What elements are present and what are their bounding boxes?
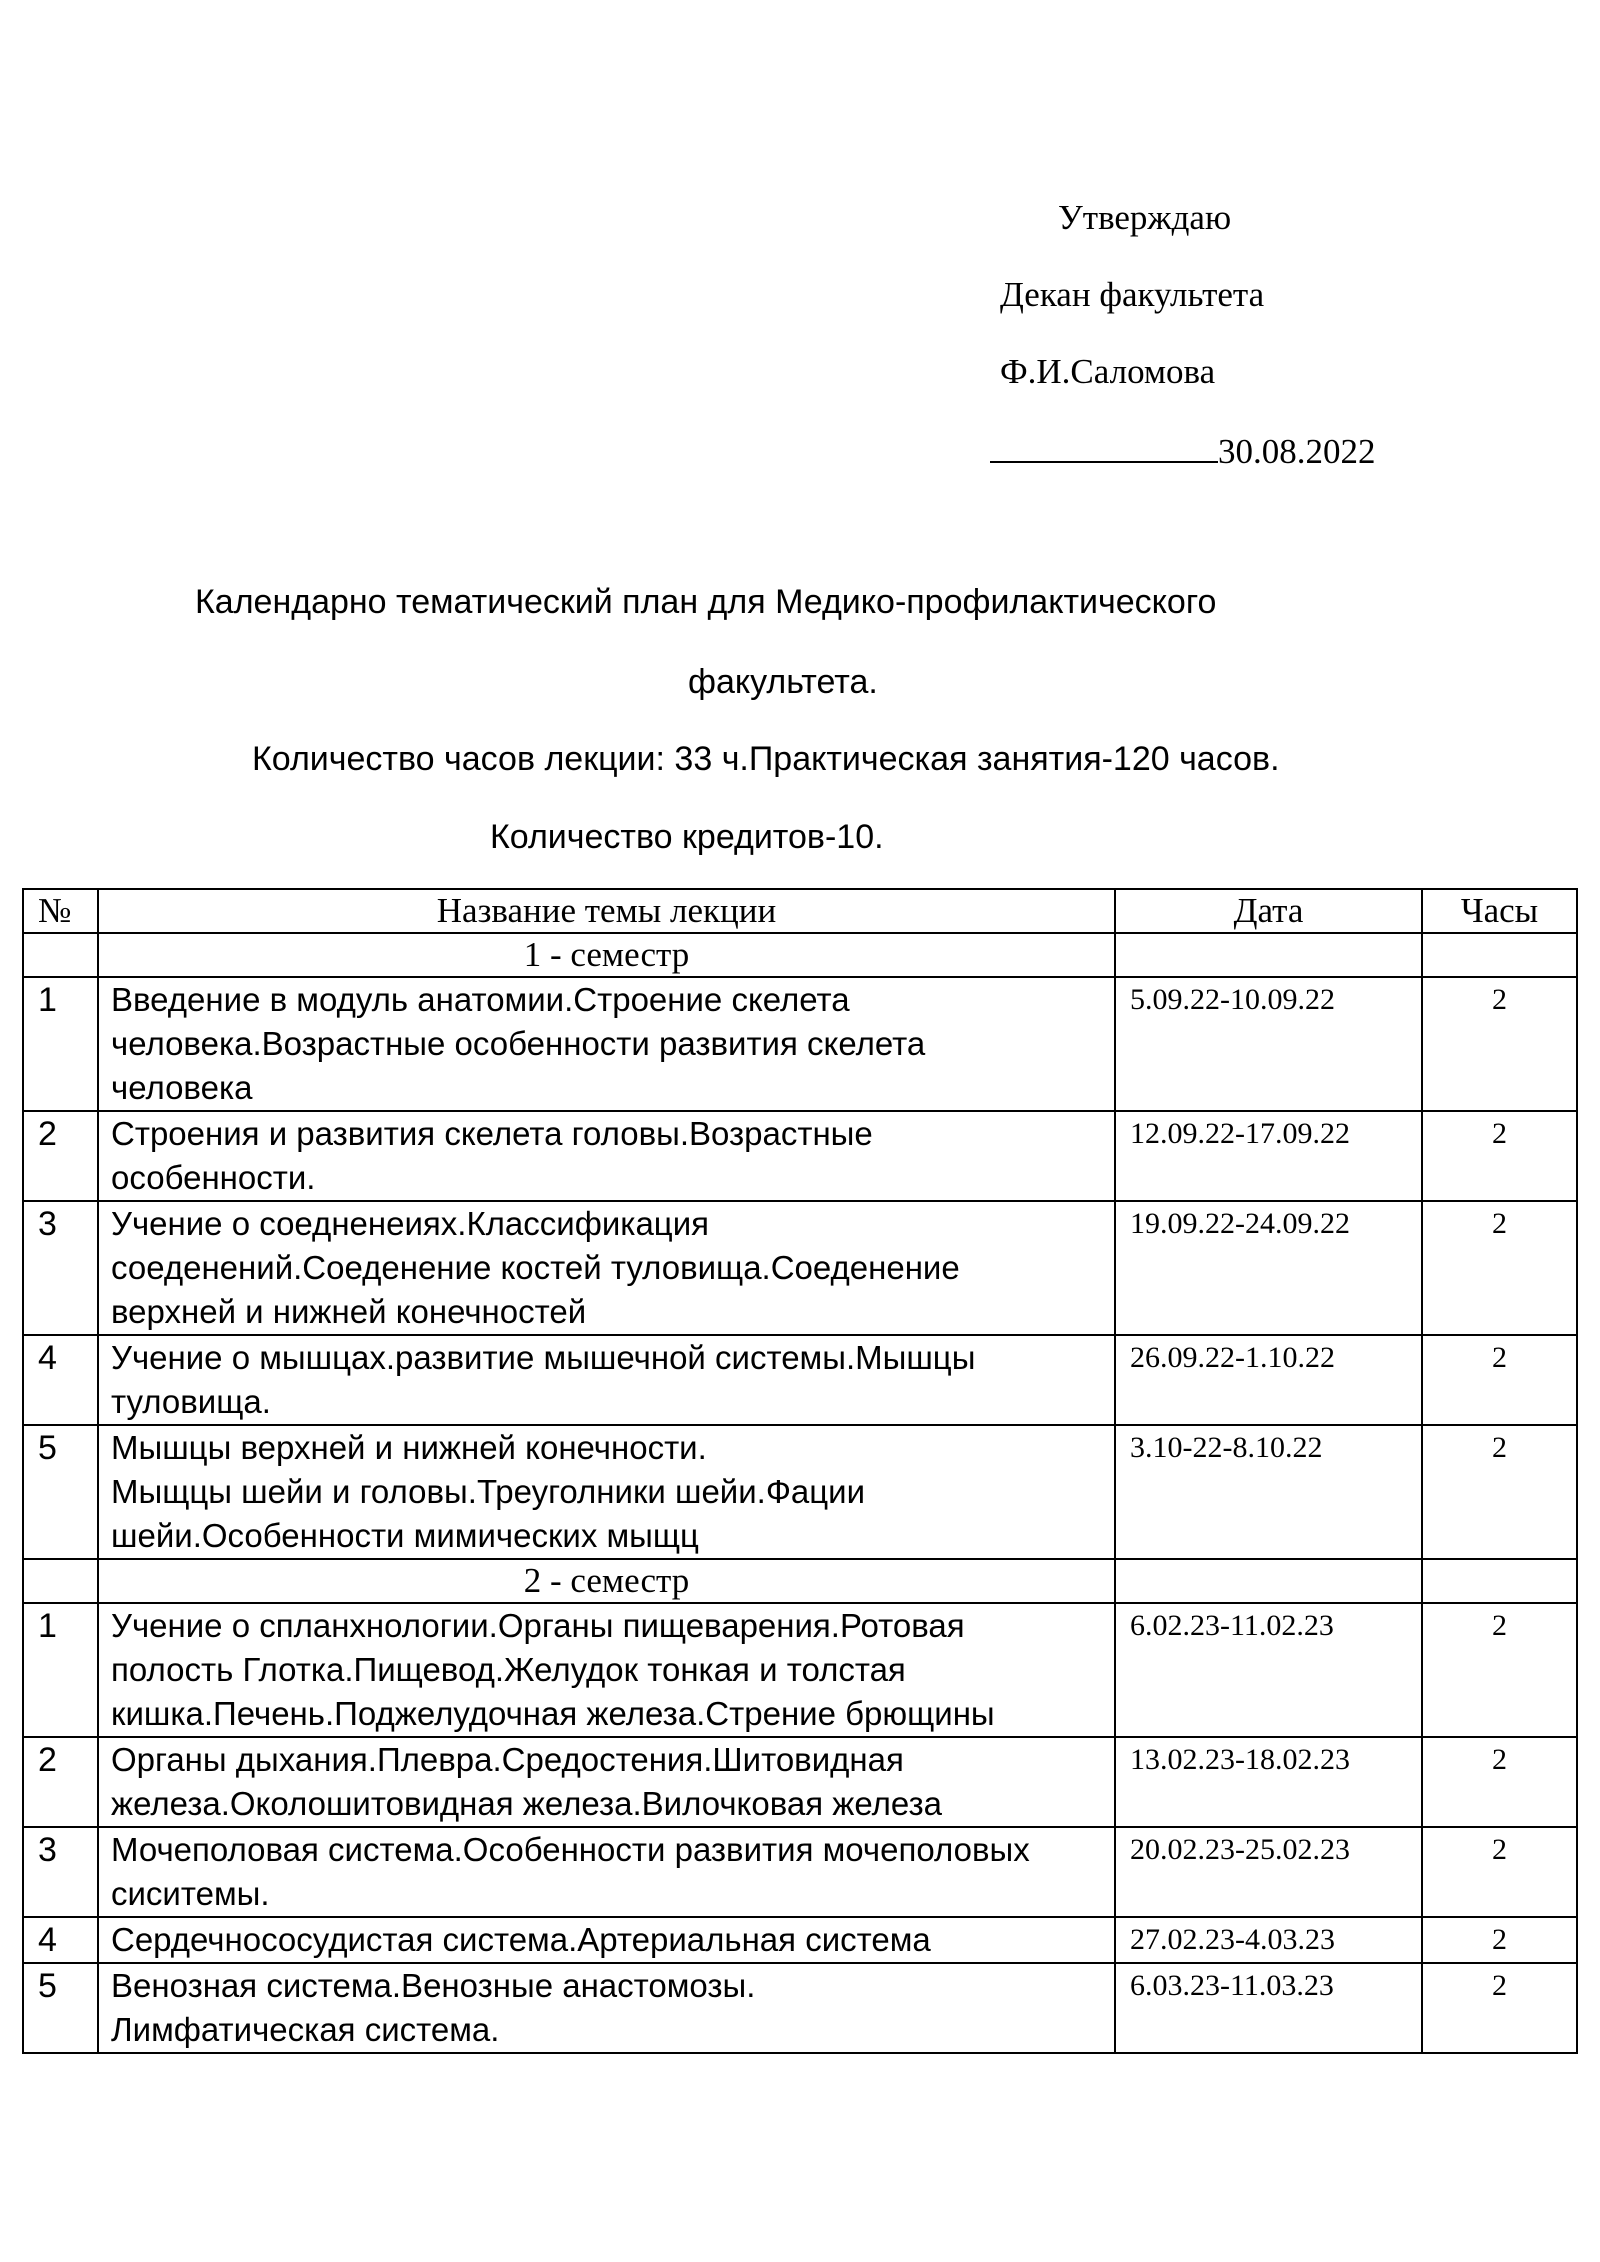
lecture-topic-line: туловища. — [111, 1383, 271, 1420]
lecture-topic-line: Сердечнососудистая система.Артериальная система — [111, 1921, 931, 1958]
lecture-date: 3.10-22-8.10.22 — [1115, 1425, 1422, 1559]
lecture-topic-line: железа.Околошитовидная железа.Вилочковая железа — [111, 1785, 942, 1822]
table-row — [23, 1963, 1577, 2053]
lecture-topic-line: Мышцы верхней и нижней конечности. — [111, 1429, 707, 1466]
lecture-date: 26.09.22-1.10.22 — [1115, 1335, 1422, 1425]
header-hours: Часы — [1422, 889, 1577, 933]
row-number: 2 — [23, 1737, 98, 1827]
row-number: 1 — [23, 977, 98, 1111]
document-title-line2: факультета. — [688, 663, 878, 701]
table-header-row — [23, 889, 1577, 933]
lecture-topic-line: верхней и нижней конечностей — [111, 1293, 587, 1330]
lecture-hours: 2 — [1422, 1603, 1577, 1737]
lecture-topic-line: Учение о соедненеиях.Классификация — [111, 1205, 710, 1242]
approval-position: Декан факультета — [1000, 275, 1265, 314]
lecture-topic-line: кишка.Печень.Поджелудочная железа.Стрение брющины — [111, 1695, 995, 1732]
lecture-date: 6.03.23-11.03.23 — [1115, 1963, 1422, 2053]
lecture-topic — [98, 1201, 1115, 1335]
lecture-topic-line: Мочеполовая система.Особенности развития мочеполовых — [111, 1831, 1030, 1868]
table-row — [23, 1827, 1577, 1917]
lecture-hours: 2 — [1422, 977, 1577, 1111]
row-number: 4 — [23, 1335, 98, 1425]
lecture-topic — [98, 1603, 1115, 1737]
lecture-date: 19.09.22-24.09.22 — [1115, 1201, 1422, 1335]
lecture-topic — [98, 1917, 1115, 1963]
lecture-date: 6.02.23-11.02.23 — [1115, 1603, 1422, 1737]
lecture-topic-line: Учение о спланхнологии.Органы пищеварения.Ротовая — [111, 1607, 965, 1644]
approval-name: Ф.И.Саломова — [1000, 352, 1216, 391]
lecture-topic — [98, 1827, 1115, 1917]
header-num: № — [23, 889, 98, 933]
row-number: 2 — [23, 1111, 98, 1201]
row-number: 5 — [23, 1963, 98, 2053]
lecture-date: 13.02.23-18.02.23 — [1115, 1737, 1422, 1827]
lecture-topic — [98, 1335, 1115, 1425]
document-title-line1: Календарно тематический план для Медико-профилактического — [195, 583, 1217, 621]
semester-hours-cell — [1422, 1559, 1577, 1603]
lecture-topic-line: Венозная система.Венозные анастомозы. — [111, 1967, 756, 2004]
lecture-hours: 2 — [1422, 1425, 1577, 1559]
approval-heading: Утверждаю — [1058, 198, 1232, 237]
lecture-topic-line: Мыщцы шейи и головы.Треуголники шейи.Фации — [111, 1473, 866, 1510]
semester-label: 1 - семестр — [98, 933, 1115, 977]
table-body — [23, 933, 1577, 2053]
lecture-topic-line: человека.Возрастные особенности развития скелета — [111, 1025, 926, 1062]
lecture-plan-table — [22, 888, 1578, 2054]
row-number: 5 — [23, 1425, 98, 1559]
lecture-hours-line: Количество часов лекции: 33 ч.Практическая занятия-120 часов. — [252, 740, 1280, 778]
lecture-topic-line: полость Глотка.Пищевод.Желудок тонкая и толстая — [111, 1651, 906, 1688]
semester-num-cell — [23, 933, 98, 977]
credits-line: Количество кредитов-10. — [490, 818, 884, 856]
lecture-date: 27.02.23-4.03.23 — [1115, 1917, 1422, 1963]
lecture-topic-line: Учение о мышцах.развитие мышечной системы.Мышцы — [111, 1339, 976, 1376]
table-row — [23, 1201, 1577, 1335]
lecture-date: 20.02.23-25.02.23 — [1115, 1827, 1422, 1917]
row-number: 3 — [23, 1827, 98, 1917]
semester-hours-cell — [1422, 933, 1577, 977]
lecture-hours: 2 — [1422, 1111, 1577, 1201]
lecture-topic-line: шейи.Особенности мимических мыщц — [111, 1517, 699, 1554]
row-number: 3 — [23, 1201, 98, 1335]
lecture-topic-line: Введение в модуль анатомии.Строение скелета — [111, 981, 850, 1018]
table-row — [23, 1603, 1577, 1737]
lecture-hours: 2 — [1422, 1201, 1577, 1335]
lecture-topic-line: Строения и развития скелета головы.Возрастные — [111, 1115, 873, 1152]
header-topic: Название темы лекции — [98, 889, 1115, 933]
table-row — [23, 1917, 1577, 1963]
semester-date-cell — [1115, 1559, 1422, 1603]
lecture-topic — [98, 1737, 1115, 1827]
lecture-hours: 2 — [1422, 1827, 1577, 1917]
approval-date: 30.08.2022 — [1218, 432, 1376, 471]
lecture-topic — [98, 1425, 1115, 1559]
lecture-hours: 2 — [1422, 1963, 1577, 2053]
lecture-topic-line: соеденений.Соеденение костей туловища.Соеденение — [111, 1249, 960, 1286]
header-date: Дата — [1115, 889, 1422, 933]
lecture-topic-line: человека — [111, 1069, 253, 1106]
table-row — [23, 1737, 1577, 1827]
lecture-topic-line: Органы дыхания.Плевра.Средостения.Шитовидная — [111, 1741, 904, 1778]
lecture-topic-line: Лимфатическая система. — [111, 2011, 500, 2048]
table-row — [23, 1335, 1577, 1425]
lecture-hours: 2 — [1422, 1737, 1577, 1827]
lecture-topic-line: особенности. — [111, 1159, 316, 1196]
row-number: 1 — [23, 1603, 98, 1737]
semester-date-cell — [1115, 933, 1422, 977]
semester-label: 2 - семестр — [98, 1559, 1115, 1603]
table-row — [23, 1111, 1577, 1201]
lecture-topic-line: сиситемы. — [111, 1875, 270, 1912]
table-row — [23, 977, 1577, 1111]
row-number: 4 — [23, 1917, 98, 1963]
lecture-hours: 2 — [1422, 1917, 1577, 1963]
semester-num-cell — [23, 1559, 98, 1603]
lecture-topic — [98, 977, 1115, 1111]
approval-signature-date — [990, 431, 1376, 469]
table-row — [23, 1425, 1577, 1559]
lecture-topic — [98, 1111, 1115, 1201]
lecture-topic — [98, 1963, 1115, 2053]
lecture-date: 5.09.22-10.09.22 — [1115, 977, 1422, 1111]
semester-row — [23, 1559, 1577, 1603]
lecture-date: 12.09.22-17.09.22 — [1115, 1111, 1422, 1201]
lecture-hours: 2 — [1422, 1335, 1577, 1425]
signature-line — [990, 431, 1218, 463]
semester-row — [23, 933, 1577, 977]
